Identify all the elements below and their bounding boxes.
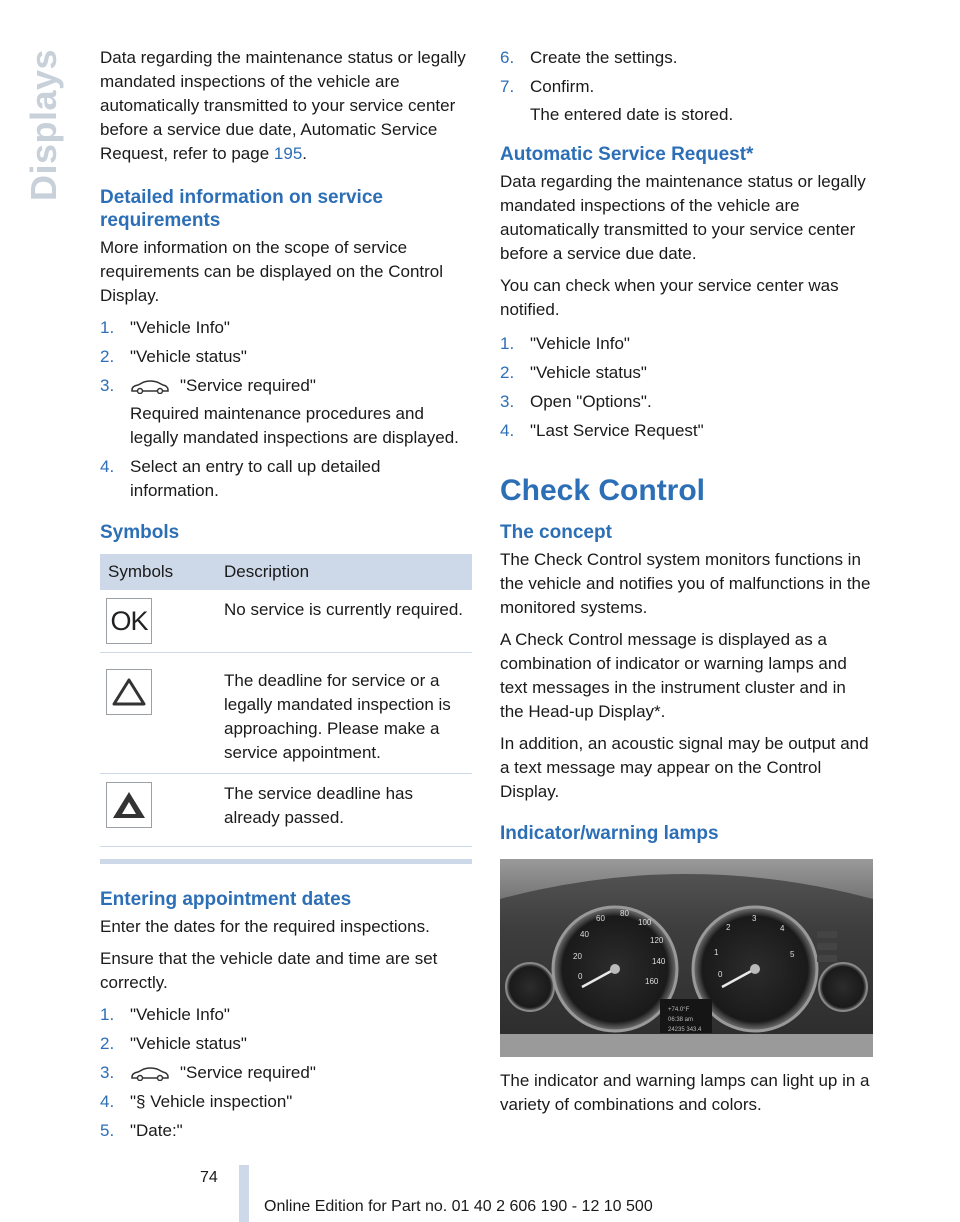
svg-text:120: 120: [650, 936, 664, 945]
svg-text:40: 40: [580, 930, 589, 939]
entering-paragraph-1: Enter the dates for the required inspections.: [100, 917, 430, 936]
warning-triangle-outline-icon: [106, 669, 152, 715]
footer-edition-text: Online Edition for Part no. 01 40 2 606 190 - 12 10 500: [264, 1198, 653, 1215]
list-item: 4. "§ Vehicle inspection": [100, 1092, 293, 1111]
heading-detailed-info: Detailed information on service requirements: [100, 187, 383, 231]
table-row: [100, 774, 472, 847]
svg-text:3: 3: [752, 914, 757, 923]
table-row: [100, 653, 472, 774]
heading-check-control: Check Control: [500, 474, 706, 507]
table-row: [100, 590, 472, 653]
table-cell: The deadline for service or a legally mandated inspection is approaching. Please make a service appointment.: [216, 653, 472, 774]
list-item: 3. "Service required" Required maintenance procedures and legally mandated inspections are displayed.: [100, 376, 459, 447]
list-item: 1. "Vehicle Info": [500, 334, 630, 353]
table-divider: [100, 859, 472, 864]
car-icon: [130, 380, 170, 394]
list-item: 5. "Date:": [100, 1121, 183, 1140]
list-item: 2. "Vehicle status": [500, 363, 647, 382]
svg-text:60: 60: [596, 914, 605, 923]
steps-list-2: [100, 1003, 472, 1143]
auto-paragraph-1: Data regarding the maintenance status or legally mandated inspections of the vehicle are automatically transmitted to your service center before a service due date.: [500, 172, 866, 263]
side-tab-label: Displays: [23, 48, 64, 202]
list-item: 4. "Last Service Request": [500, 421, 704, 440]
svg-text:0: 0: [578, 972, 583, 981]
concept-paragraph-1: The Check Control system monitors functions in the vehicle and notifies you of malfunctions in the monitored systems.: [500, 550, 871, 617]
col-description-header: Description: [216, 554, 472, 590]
auto-paragraph-2: You can check when your service center was notified.: [500, 276, 839, 319]
lamps-paragraph: The indicator and warning lamps can light up in a variety of combinations and colors.: [500, 1071, 870, 1114]
list-item: 2. "Vehicle status": [100, 1034, 247, 1053]
heading-auto-service-request: Automatic Service Request*: [500, 144, 754, 165]
steps-list-1: [100, 316, 472, 503]
ok-symbol-icon: OK: [106, 598, 152, 644]
list-item: 2. "Vehicle status": [100, 347, 247, 366]
svg-text:140: 140: [652, 957, 666, 966]
svg-text:24235 343.4: 24235 343.4: [668, 1027, 702, 1033]
svg-text:80: 80: [620, 909, 629, 918]
page-number: 74: [200, 1169, 218, 1186]
right-column: [500, 46, 873, 1125]
concept-paragraph-2: A Check Control message is displayed as a combination of indicator or warning lamps and text messages in the instrument cluster and in the Head-up Display*.: [500, 630, 847, 721]
list-item: 6. Create the settings.: [500, 48, 678, 67]
warning-triangle-filled-icon: [106, 782, 152, 828]
svg-text:+74.0°F: +74.0°F: [668, 1007, 690, 1013]
list-item: 4. Select an entry to call up detailed information.: [100, 457, 381, 500]
steps-list-continued: [500, 46, 873, 127]
footer-bar: [239, 1165, 249, 1222]
car-icon: [130, 1067, 170, 1081]
svg-text:2: 2: [726, 923, 731, 932]
svg-text:1: 1: [714, 948, 719, 957]
heading-indicator-lamps: Indicator/warning lamps: [500, 823, 719, 844]
list-item: 1. "Vehicle Info": [100, 318, 230, 337]
svg-text:0: 0: [718, 970, 723, 979]
svg-text:5: 5: [790, 950, 795, 959]
list-item: 1. "Vehicle Info": [100, 1005, 230, 1024]
list-item: 3. "Service required": [100, 1063, 316, 1082]
list-item: 3. Open "Options".: [500, 392, 652, 411]
col-symbols-header: Symbols: [100, 554, 216, 590]
symbols-table: [100, 554, 472, 847]
concept-paragraph-3: In addition, an acoustic signal may be output and a text message may appear on the Control Display.: [500, 734, 869, 801]
list-item: 7. Confirm. The entered date is stored.: [500, 77, 734, 124]
detailed-paragraph: More information on the scope of service requirements can be displayed on the Control Display.: [100, 238, 444, 305]
heading-symbols: Symbols: [100, 522, 180, 543]
svg-text:20: 20: [573, 952, 582, 961]
instrument-cluster-image: [500, 859, 873, 1057]
entering-paragraph-2: Ensure that the vehicle date and time are set correctly.: [100, 949, 438, 992]
steps-list-3: [500, 332, 873, 443]
table-cell: The service deadline has already passed.: [216, 774, 472, 847]
table-header-row: [100, 554, 472, 590]
side-tab: [22, 40, 66, 210]
svg-text:06:38 am: 06:38 am: [668, 1017, 694, 1023]
heading-entering-dates: Entering appointment dates: [100, 889, 352, 910]
svg-text:4: 4: [780, 924, 785, 933]
intro-paragraph: Data regarding the maintenance status or legally mandated inspections of the vehicle are automatically transmitted to your service center before a service due date, Automatic Service Request, refer to page 195.: [100, 48, 466, 163]
table-cell: No service is currently required.: [216, 590, 472, 653]
page-ref-link[interactable]: 195: [273, 144, 303, 163]
svg-text:160: 160: [645, 977, 659, 986]
heading-concept: The concept: [500, 522, 612, 543]
svg-text:100: 100: [638, 918, 652, 927]
left-column: [100, 46, 472, 1153]
